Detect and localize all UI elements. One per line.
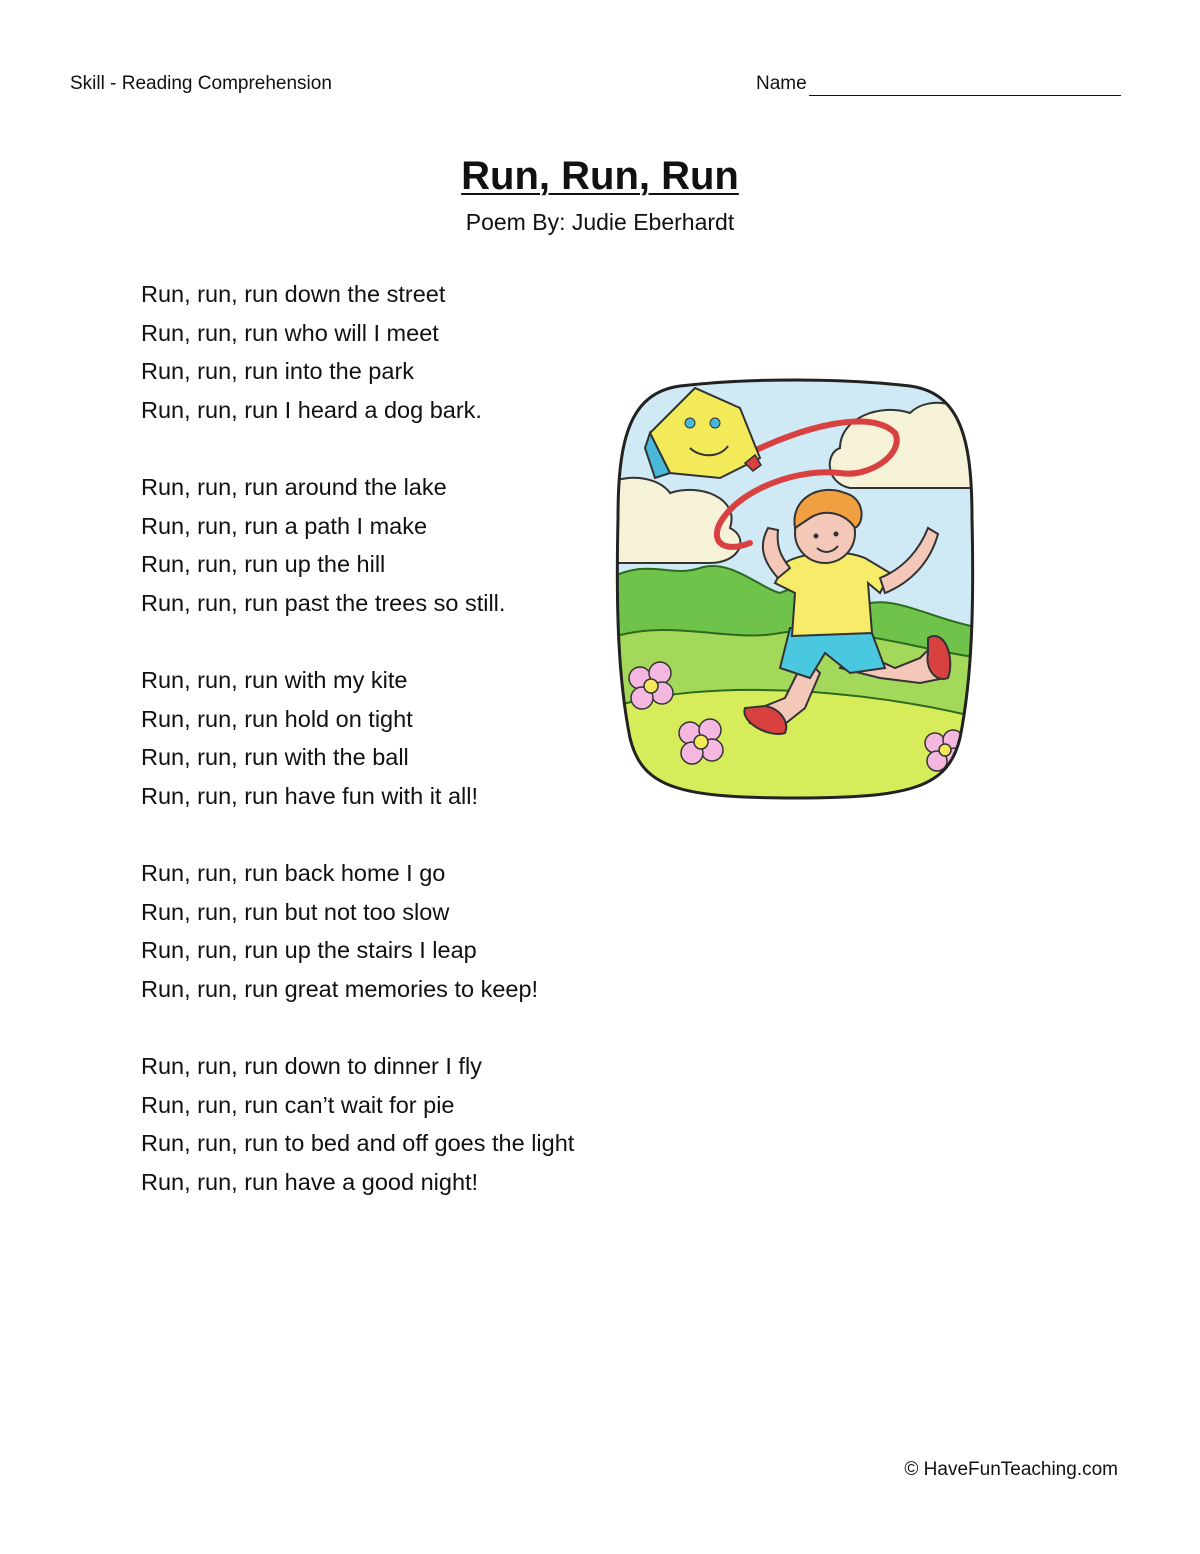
poem-line: Run, run, run up the hill — [141, 551, 386, 577]
poem-line: Run, run, run into the park — [141, 358, 415, 384]
stanza-1 — [141, 275, 661, 429]
stanza-5 — [141, 1047, 661, 1201]
name-label: Name — [756, 73, 807, 94]
poem-line: Run, run, run to bed and off goes the light — [141, 1130, 575, 1156]
poem-author: Poem By: Judie Eberhardt — [465, 209, 735, 235]
poem-line: Run, run, run can’t wait for pie — [141, 1091, 455, 1118]
poem-line: Run, run, run a path I make — [141, 512, 428, 539]
flower-shape — [679, 719, 723, 764]
poem-line: Run, run, run with the ball — [141, 744, 409, 770]
poem-line: Run, run, run with my kite — [141, 667, 408, 693]
poem-line: Run, run, run down to dinner I fly — [141, 1053, 482, 1079]
poem-body — [141, 275, 661, 1240]
stanza-3 — [141, 661, 661, 815]
name-blank-line[interactable] — [809, 75, 1121, 96]
skill-label: Skill - Reading Comprehension — [70, 73, 332, 94]
child-kite-illustration — [610, 378, 980, 802]
poem-line: Run, run, run I heard a dog bark. — [141, 396, 482, 423]
stanza-2 — [141, 468, 661, 622]
stanza-4 — [141, 854, 661, 1008]
poem-line: Run, run, run back home I go — [141, 860, 446, 886]
poem-title: Run, Run, Run — [461, 154, 739, 198]
poem-line: Run, run, run have fun with it all! — [141, 782, 479, 809]
poem-line: Run, run, run but not too slow — [141, 898, 450, 925]
copyright-footer: © HaveFunTeaching.com — [904, 1459, 1118, 1480]
flower-shape — [629, 662, 673, 709]
poem-line: Run, run, run great memories to keep! — [141, 975, 539, 1002]
poem-line: Run, run, run who will I meet — [141, 319, 439, 346]
poem-line: Run, run, run past the trees so still. — [141, 589, 506, 616]
poem-line: Run, run, run have a good night! — [141, 1168, 479, 1195]
poem-line: Run, run, run around the lake — [141, 474, 447, 500]
poem-line: Run, run, run down the street — [141, 281, 446, 307]
poem-line: Run, run, run hold on tight — [141, 705, 413, 732]
name-field[interactable] — [756, 72, 1121, 96]
poem-line: Run, run, run up the stairs I leap — [141, 937, 477, 963]
